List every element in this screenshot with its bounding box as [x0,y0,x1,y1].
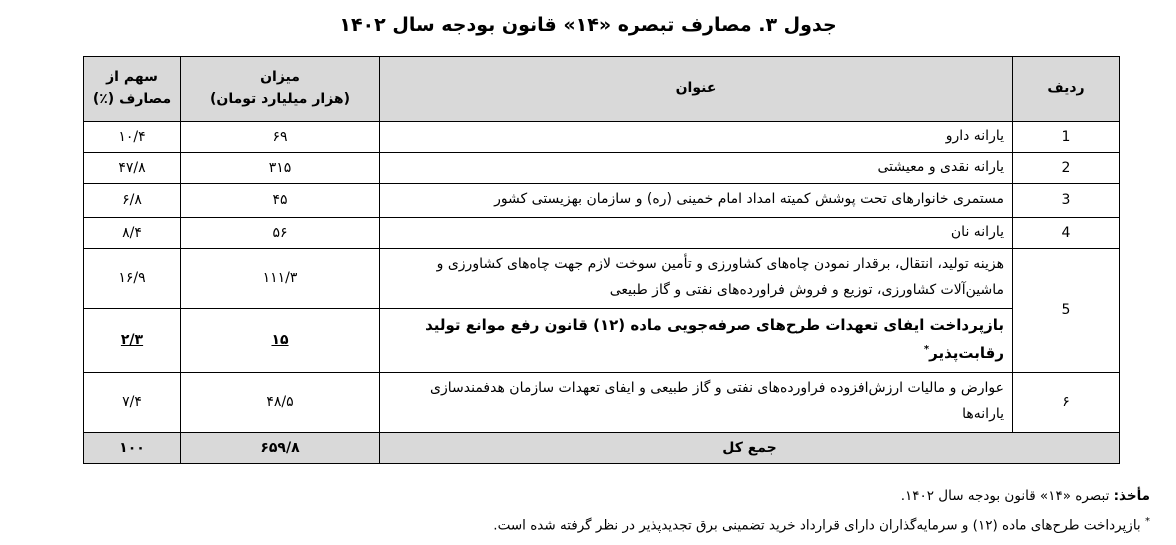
header-title: عنوان [380,57,1013,122]
source-text: تبصره «۱۴» قانون بودجه سال ۱۴۰۲. [900,488,1110,504]
row-share: ۷/۴ [84,372,181,432]
row-title: یارانه نقدی و معیشتی [380,152,1013,183]
row-amount: ۴۵ [181,183,380,217]
table-row [84,372,1120,432]
row-share: ۱۶/۹ [84,248,181,308]
header-share [84,57,181,122]
footnote-marker: * [923,344,930,356]
row-share: ۸/۴ [84,217,181,248]
row-title: یارانه نان [380,217,1013,248]
row-number: 4 [1013,217,1120,248]
row-amount: ۳۱۵ [181,152,380,183]
source-note [0,488,1150,504]
header-amount-line2: (هزار میلیارد تومان) [209,91,351,107]
row-title: عوارض و مالیات ارزش‌افزوده فراورده‌های نفتی و گاز طبیعی و ایفای تعهدات سازمان هدفمندسازی یارانه‌ها [380,372,1013,432]
row-number: 3 [1013,183,1120,217]
total-label: جمع کل [380,432,1120,463]
table-row [84,122,1120,153]
row-share: ۴۷/۸ [84,152,181,183]
row-amount: ۴۸/۵ [181,372,380,432]
row-number: 2 [1013,152,1120,183]
row-share: ۱۰/۴ [84,122,181,153]
table-header-row [84,57,1120,122]
row-amount: ۶۹ [181,122,380,153]
source-label: مأخذ: [1113,488,1150,504]
total-share: ۱۰۰ [84,432,181,463]
row-title [380,308,1013,372]
table-row [84,308,1120,372]
total-amount: ۶۵۹/۸ [181,432,380,463]
total-row [84,432,1120,463]
row-number: ۶ [1013,372,1120,432]
header-share-line1: سهم از [106,69,158,86]
row-title: یارانه دارو [380,122,1013,153]
table-title: جدول ۳. مصارف تبصره «۱۴» قانون بودجه سال ۱۴۰۲ [339,14,837,36]
row-number: 1 [1013,122,1120,153]
footnote [0,516,1150,534]
table-row [84,248,1120,308]
header-amount-line1: میزان [260,69,300,86]
table-row [84,217,1120,248]
row-share: ۲/۳ [84,308,181,372]
budget-table [83,56,1120,464]
row-number: 5 [1013,248,1120,372]
footnote-mark: * [1145,516,1150,527]
row-title: مستمری خانوارهای تحت پوشش کمیته امداد امام خمینی (ره) و سازمان بهزیستی کشور [380,183,1013,217]
row-share: ۶/۸ [84,183,181,217]
row-amount: ۵۶ [181,217,380,248]
header-amount [181,57,380,122]
row-amount: ۱۱۱/۳ [181,248,380,308]
table-row [84,183,1120,217]
table-row [84,152,1120,183]
row-amount: ۱۵ [181,308,380,372]
row-title-text: بازپرداخت ایفای تعهدات طرح‌های صرفه‌جویی ماده (۱۲) قانون رفع موانع تولید رقابت‌پذیر [425,316,1004,363]
header-share-line2: مصارف (٪) [92,91,172,107]
row-title: هزینه تولید، انتقال، برقدار نمودن چاه‌های کشاورزی و تأمین سوخت لازم جهت چاه‌های کشاورزی و ماشین‌آلات کشاورزی، توزیع و فروش فراورده‌های نفتی و گاز طبیعی [380,248,1013,308]
header-row-num: ردیف [1013,57,1120,122]
footnote-text: بازپرداخت طرح‌های ماده (۱۲) و سرمایه‌گذاران دارای قرارداد خرید تضمینی برق تجدیدپذیر در نظر گرفته شده است. [493,517,1141,534]
